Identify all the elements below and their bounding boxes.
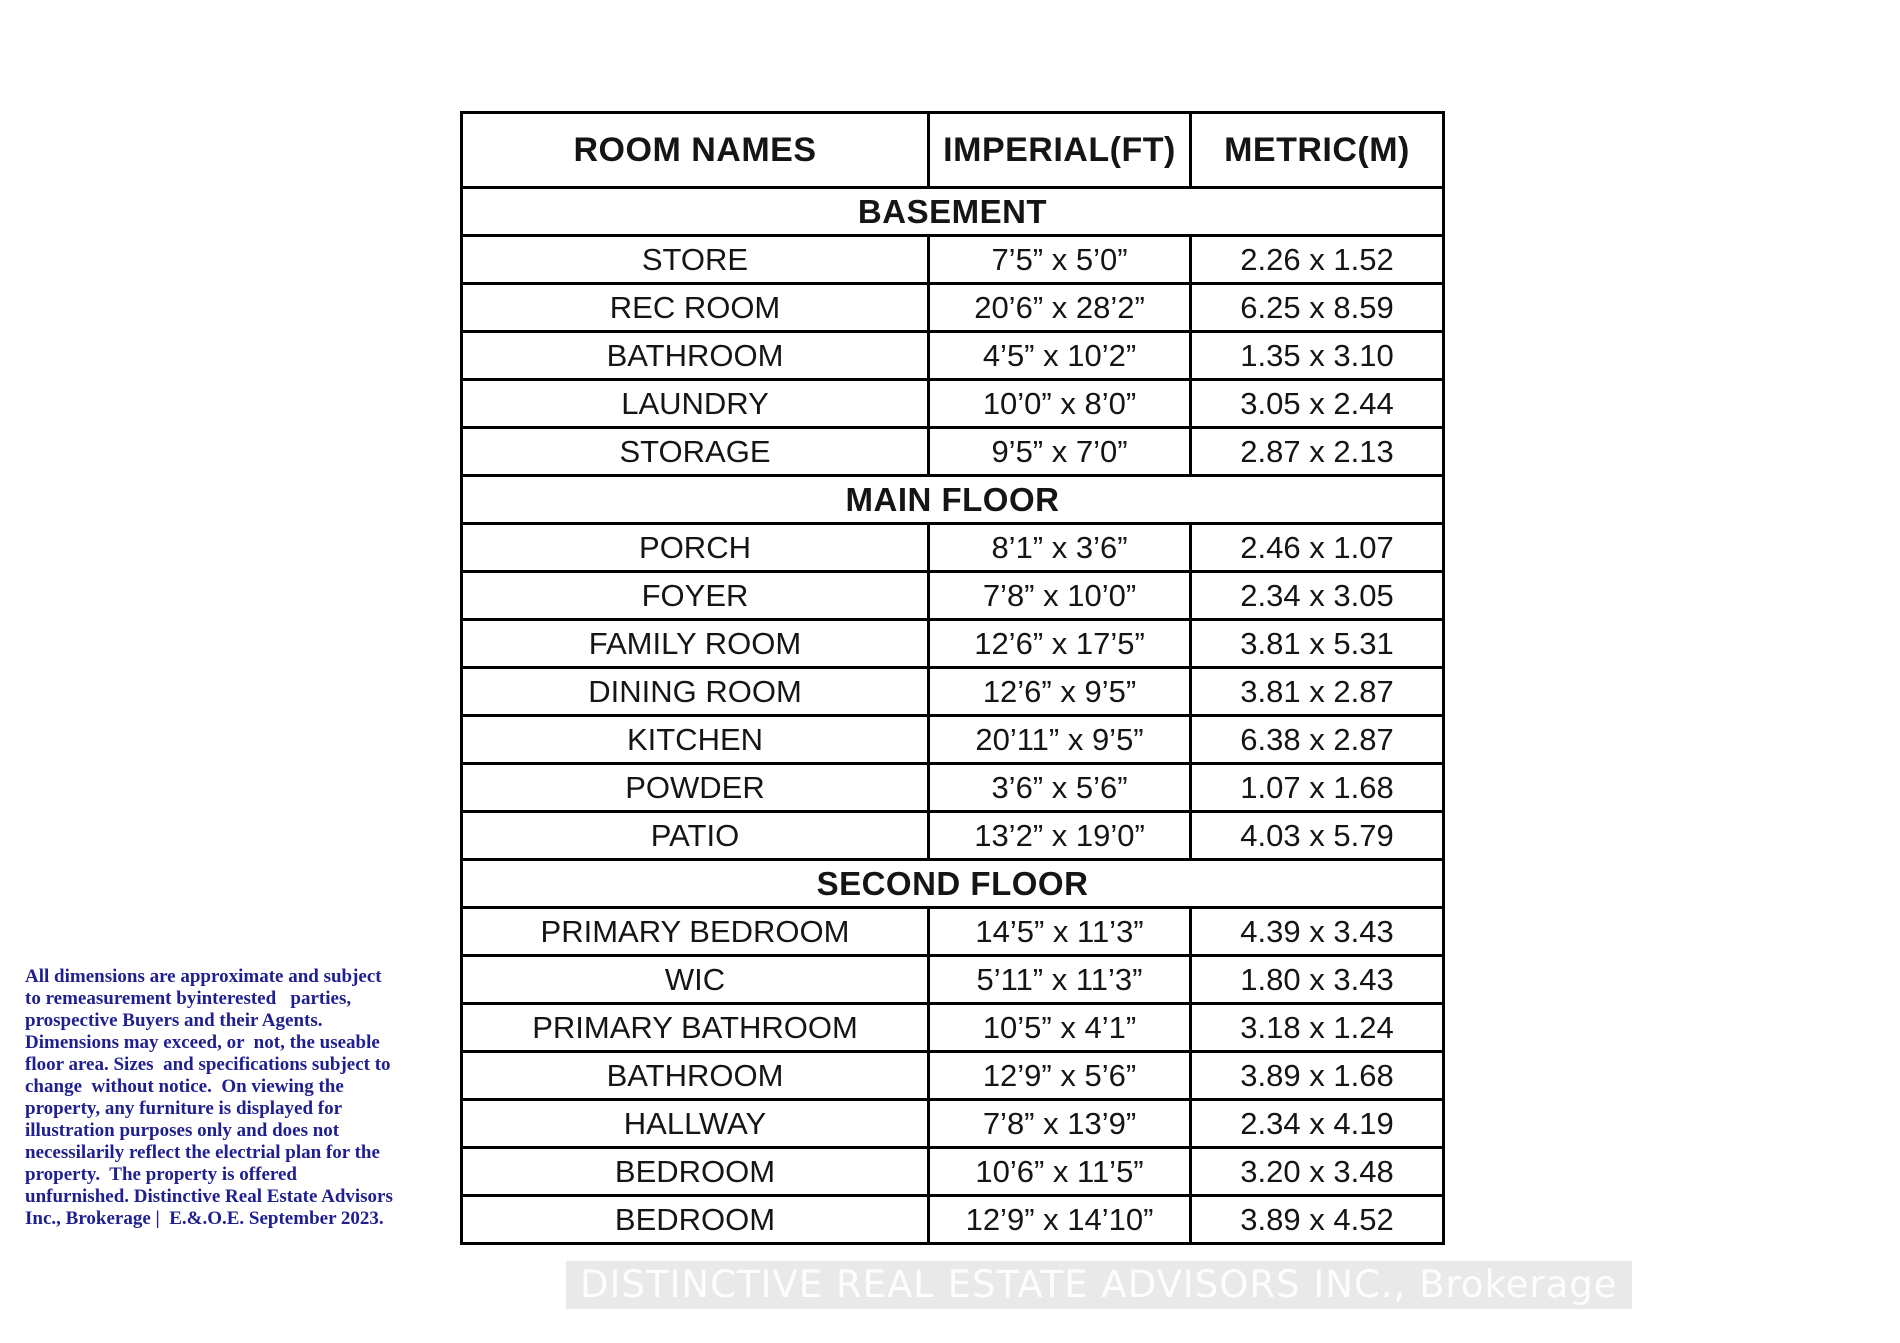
room-name-cell: BATHROOM (462, 332, 929, 380)
metric-cell: 2.34 x 4.19 (1191, 1100, 1444, 1148)
room-name-cell: BEDROOM (462, 1196, 929, 1244)
table-row (462, 380, 1444, 428)
metric-cell: 4.03 x 5.79 (1191, 812, 1444, 860)
imperial-cell: 12’6” x 9’5” (929, 668, 1191, 716)
metric-cell: 3.81 x 2.87 (1191, 668, 1444, 716)
room-name-cell: LAUNDRY (462, 380, 929, 428)
metric-cell: 2.34 x 3.05 (1191, 572, 1444, 620)
table-row (462, 1148, 1444, 1196)
metric-cell: 6.25 x 8.59 (1191, 284, 1444, 332)
disclaimer-line: change without notice. On viewing the (25, 1076, 344, 1097)
disclaimer-line: prospective Buyers and their Agents. (25, 1010, 323, 1031)
col-header-room-names: ROOM NAMES (462, 113, 929, 188)
disclaimer-line: necessilarily reflect the electrial plan for the (25, 1142, 380, 1163)
metric-cell: 3.05 x 2.44 (1191, 380, 1444, 428)
disclaimer-line: Inc., Brokerage | E.&.O.E. September 2023. (25, 1208, 384, 1229)
imperial-cell: 10’5” x 4’1” (929, 1004, 1191, 1052)
metric-cell: 4.39 x 3.43 (1191, 908, 1444, 956)
table-row (462, 524, 1444, 572)
room-name-cell: POWDER (462, 764, 929, 812)
table-row (462, 572, 1444, 620)
section-header-row (462, 860, 1444, 908)
table-row (462, 812, 1444, 860)
room-name-cell: STORE (462, 236, 929, 284)
disclaimer-line: Dimensions may exceed, or not, the useable (25, 1032, 380, 1053)
table-row (462, 236, 1444, 284)
room-name-cell: PATIO (462, 812, 929, 860)
disclaimer-line: property, any furniture is displayed for (25, 1098, 343, 1119)
section-header-label: SECOND FLOOR (462, 860, 1444, 908)
metric-cell: 6.38 x 2.87 (1191, 716, 1444, 764)
disclaimer-line: property. The property is offered (25, 1164, 297, 1185)
room-name-cell: FOYER (462, 572, 929, 620)
section-header-label: MAIN FLOOR (462, 476, 1444, 524)
imperial-cell: 13’2” x 19’0” (929, 812, 1191, 860)
table-row (462, 1196, 1444, 1244)
section-header-row (462, 188, 1444, 236)
imperial-cell: 8’1” x 3’6” (929, 524, 1191, 572)
table-row (462, 1004, 1444, 1052)
room-name-cell: BEDROOM (462, 1148, 929, 1196)
section-header-label: BASEMENT (462, 188, 1444, 236)
room-name-cell: BATHROOM (462, 1052, 929, 1100)
imperial-cell: 3’6” x 5’6” (929, 764, 1191, 812)
table-row (462, 764, 1444, 812)
imperial-cell: 9’5” x 7’0” (929, 428, 1191, 476)
room-dimensions-table (460, 111, 1445, 1245)
table-row (462, 668, 1444, 716)
table-row (462, 1100, 1444, 1148)
col-header-imperial: IMPERIAL(FT) (929, 113, 1191, 188)
table-row (462, 1052, 1444, 1100)
section-header-row (462, 476, 1444, 524)
table-row (462, 620, 1444, 668)
metric-cell: 1.07 x 1.68 (1191, 764, 1444, 812)
metric-cell: 2.87 x 2.13 (1191, 428, 1444, 476)
brokerage-watermark: DISTINCTIVE REAL ESTATE ADVISORS INC., Brokerage (566, 1261, 1632, 1309)
metric-cell: 1.35 x 3.10 (1191, 332, 1444, 380)
metric-cell: 3.89 x 1.68 (1191, 1052, 1444, 1100)
room-name-cell: STORAGE (462, 428, 929, 476)
room-name-cell: FAMILY ROOM (462, 620, 929, 668)
imperial-cell: 12’9” x 14’10” (929, 1196, 1191, 1244)
metric-cell: 3.89 x 4.52 (1191, 1196, 1444, 1244)
room-name-cell: PRIMARY BATHROOM (462, 1004, 929, 1052)
room-name-cell: REC ROOM (462, 284, 929, 332)
disclaimer-line: All dimensions are approximate and subject (25, 966, 382, 987)
metric-cell: 2.26 x 1.52 (1191, 236, 1444, 284)
room-name-cell: WIC (462, 956, 929, 1004)
table-row (462, 332, 1444, 380)
room-name-cell: KITCHEN (462, 716, 929, 764)
room-name-cell: DINING ROOM (462, 668, 929, 716)
metric-cell: 3.20 x 3.48 (1191, 1148, 1444, 1196)
table-header-row (462, 113, 1444, 188)
room-name-cell: PORCH (462, 524, 929, 572)
table-row (462, 956, 1444, 1004)
table-row (462, 284, 1444, 332)
room-name-cell: HALLWAY (462, 1100, 929, 1148)
room-name-cell: PRIMARY BEDROOM (462, 908, 929, 956)
table-row (462, 908, 1444, 956)
imperial-cell: 20’11” x 9’5” (929, 716, 1191, 764)
col-header-metric: METRIC(M) (1191, 113, 1444, 188)
metric-cell: 3.18 x 1.24 (1191, 1004, 1444, 1052)
disclaimer-line: to remeasurement byinterested parties, (25, 988, 352, 1009)
imperial-cell: 20’6” x 28’2” (929, 284, 1191, 332)
imperial-cell: 7’8” x 10’0” (929, 572, 1191, 620)
table-row (462, 716, 1444, 764)
disclaimer-line: illustration purposes only and does not (25, 1120, 340, 1141)
metric-cell: 3.81 x 5.31 (1191, 620, 1444, 668)
disclaimer-line: unfurnished. Distinctive Real Estate Advisors (25, 1186, 393, 1207)
imperial-cell: 7’8” x 13’9” (929, 1100, 1191, 1148)
disclaimer-line: floor area. Sizes and specifications subject to (25, 1054, 391, 1075)
imperial-cell: 14’5” x 11’3” (929, 908, 1191, 956)
imperial-cell: 7’5” x 5’0” (929, 236, 1191, 284)
imperial-cell: 12’6” x 17’5” (929, 620, 1191, 668)
imperial-cell: 10’6” x 11’5” (929, 1148, 1191, 1196)
imperial-cell: 12’9” x 5’6” (929, 1052, 1191, 1100)
imperial-cell: 10’0” x 8’0” (929, 380, 1191, 428)
disclaimer-text (25, 966, 435, 1230)
imperial-cell: 5’11” x 11’3” (929, 956, 1191, 1004)
metric-cell: 2.46 x 1.07 (1191, 524, 1444, 572)
metric-cell: 1.80 x 3.43 (1191, 956, 1444, 1004)
imperial-cell: 4’5” x 10’2” (929, 332, 1191, 380)
table-row (462, 428, 1444, 476)
